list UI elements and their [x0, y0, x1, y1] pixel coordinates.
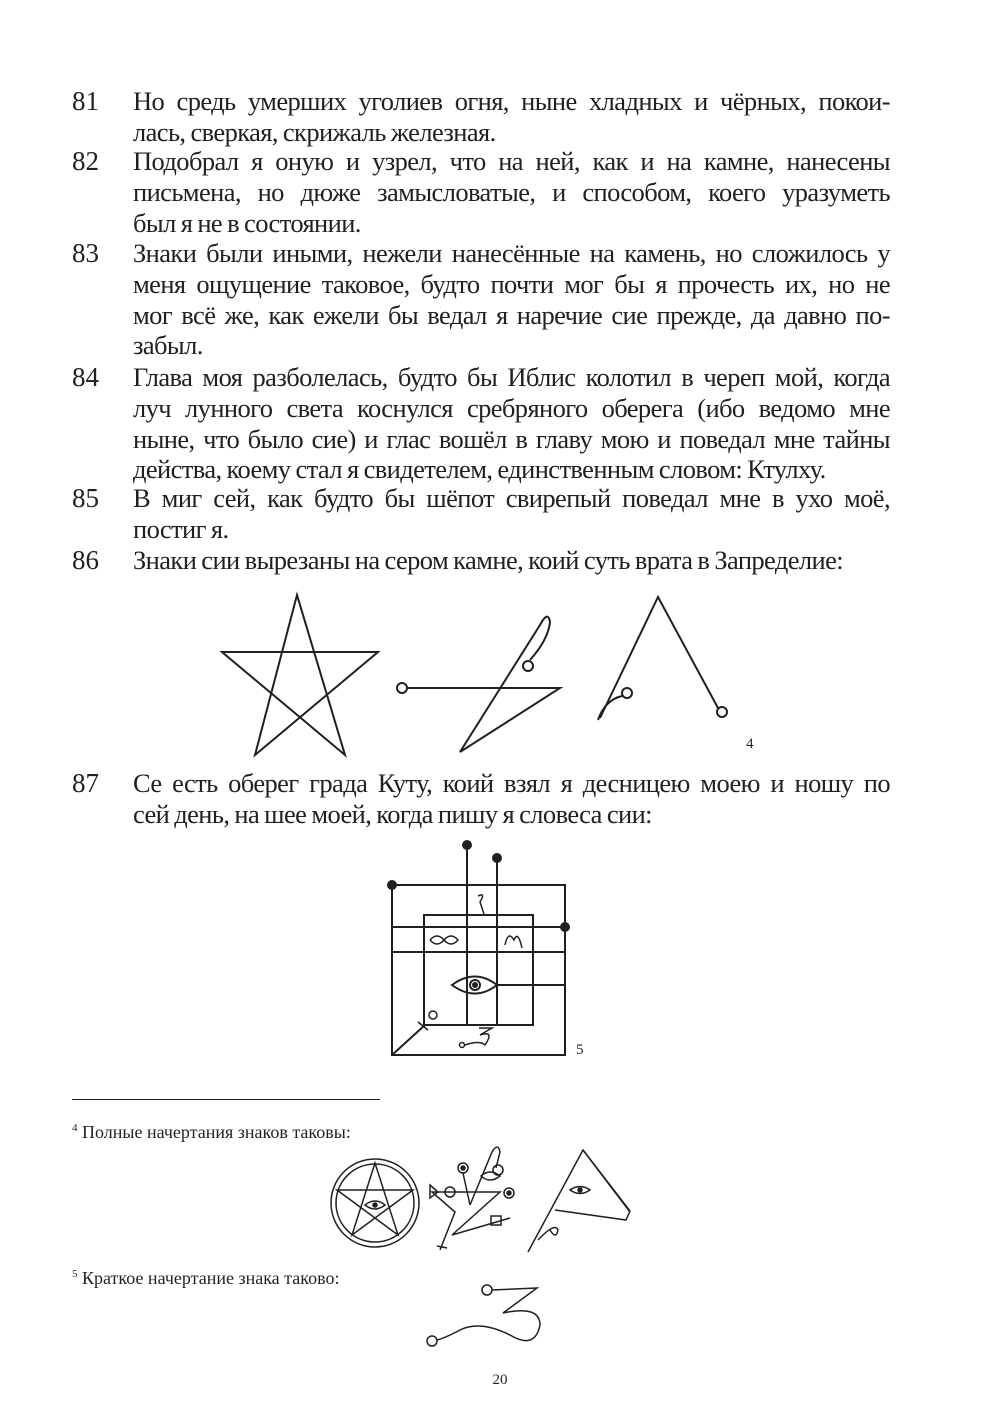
footnote-mark: 5	[72, 1268, 78, 1280]
verse-number: 85	[72, 483, 99, 513]
footnote-short-sign	[427, 1285, 540, 1346]
verse-number: 83	[72, 238, 99, 268]
verse-line: сей день, на шее моей, когда пишу я словеса сии:	[133, 798, 652, 829]
verse-line: был я не в состоянии.	[133, 207, 361, 238]
verse-line: Глава моя разболелась, будто бы Иблис колотил в череп мой, когда	[133, 362, 890, 392]
verse-number: 84	[72, 362, 99, 392]
verse-number: 82	[72, 146, 99, 176]
verse-line: забыл.	[133, 330, 203, 361]
verse-number: 86	[72, 545, 99, 575]
figure-footnote-mark-4: 4	[746, 736, 754, 752]
footnote-text: Краткое начертание знака таково:	[82, 1268, 340, 1288]
footnote-pentacle	[331, 1159, 419, 1247]
verse-line: В миг сей, как будто бы шёпот свирепый поведал мне в ухо моё,	[133, 483, 890, 513]
verse-number: 87	[72, 768, 99, 798]
footnote-text: Полные начертания знаков таковы:	[82, 1122, 351, 1142]
verse-line: письмена, но дюже замысловатые, и способом, коего уразуметь	[133, 176, 890, 207]
figure-footnote-mark-5: 5	[576, 1042, 584, 1058]
verse-line: лась, сверкая, скрижаль железная.	[133, 116, 496, 147]
hooked-sign	[397, 617, 560, 752]
footnote-4	[72, 1117, 351, 1143]
footnote-5	[72, 1263, 339, 1289]
pentagram-sign	[222, 595, 378, 755]
verse-line: Знаки были иными, нежели нанесённые на камень, но сложилось у	[133, 238, 890, 268]
verse-line: луч лунного света коснулся сребряного оберега (ибо ведомо мне	[133, 392, 890, 423]
verse-number: 81	[72, 86, 99, 116]
kutu-amulet	[388, 841, 569, 1055]
footnote-triangle-sign	[528, 1150, 630, 1252]
verse-line: Се есть оберег града Куту, коий взял я десницею моею и ношу по	[133, 768, 890, 798]
verse-line: Но средь умерших уголиев огня, ныне хладных и чёрных, покои-	[133, 86, 890, 116]
page-number: 20	[492, 1372, 508, 1388]
verse-line: Подобрал я оную и узрел, что на ней, как и на камне, нанесены	[133, 146, 890, 176]
angle-sign	[598, 597, 727, 720]
verse-line: постиг я.	[133, 513, 229, 544]
verse-line: меня ощущение таковое, будто почти мог бы я прочесть их, но не	[133, 268, 890, 299]
verse-line: ныне, что было сие) и глас вошёл в главу мою и поведал мне тайны	[133, 423, 890, 454]
footnote-branch-sign	[430, 1147, 514, 1250]
verse-line: мог всё же, как ежели бы ведал я наречие сие прежде, да давно по-	[133, 299, 890, 330]
footnote-divider	[72, 1099, 380, 1100]
footnote-mark: 4	[72, 1122, 78, 1134]
verse-line: Знаки сии вырезаны на сером камне, коий суть врата в Запределие:	[133, 545, 844, 575]
verse-line: действа, коему стал я свидетелем, единственным словом: Ктулху.	[133, 454, 826, 485]
